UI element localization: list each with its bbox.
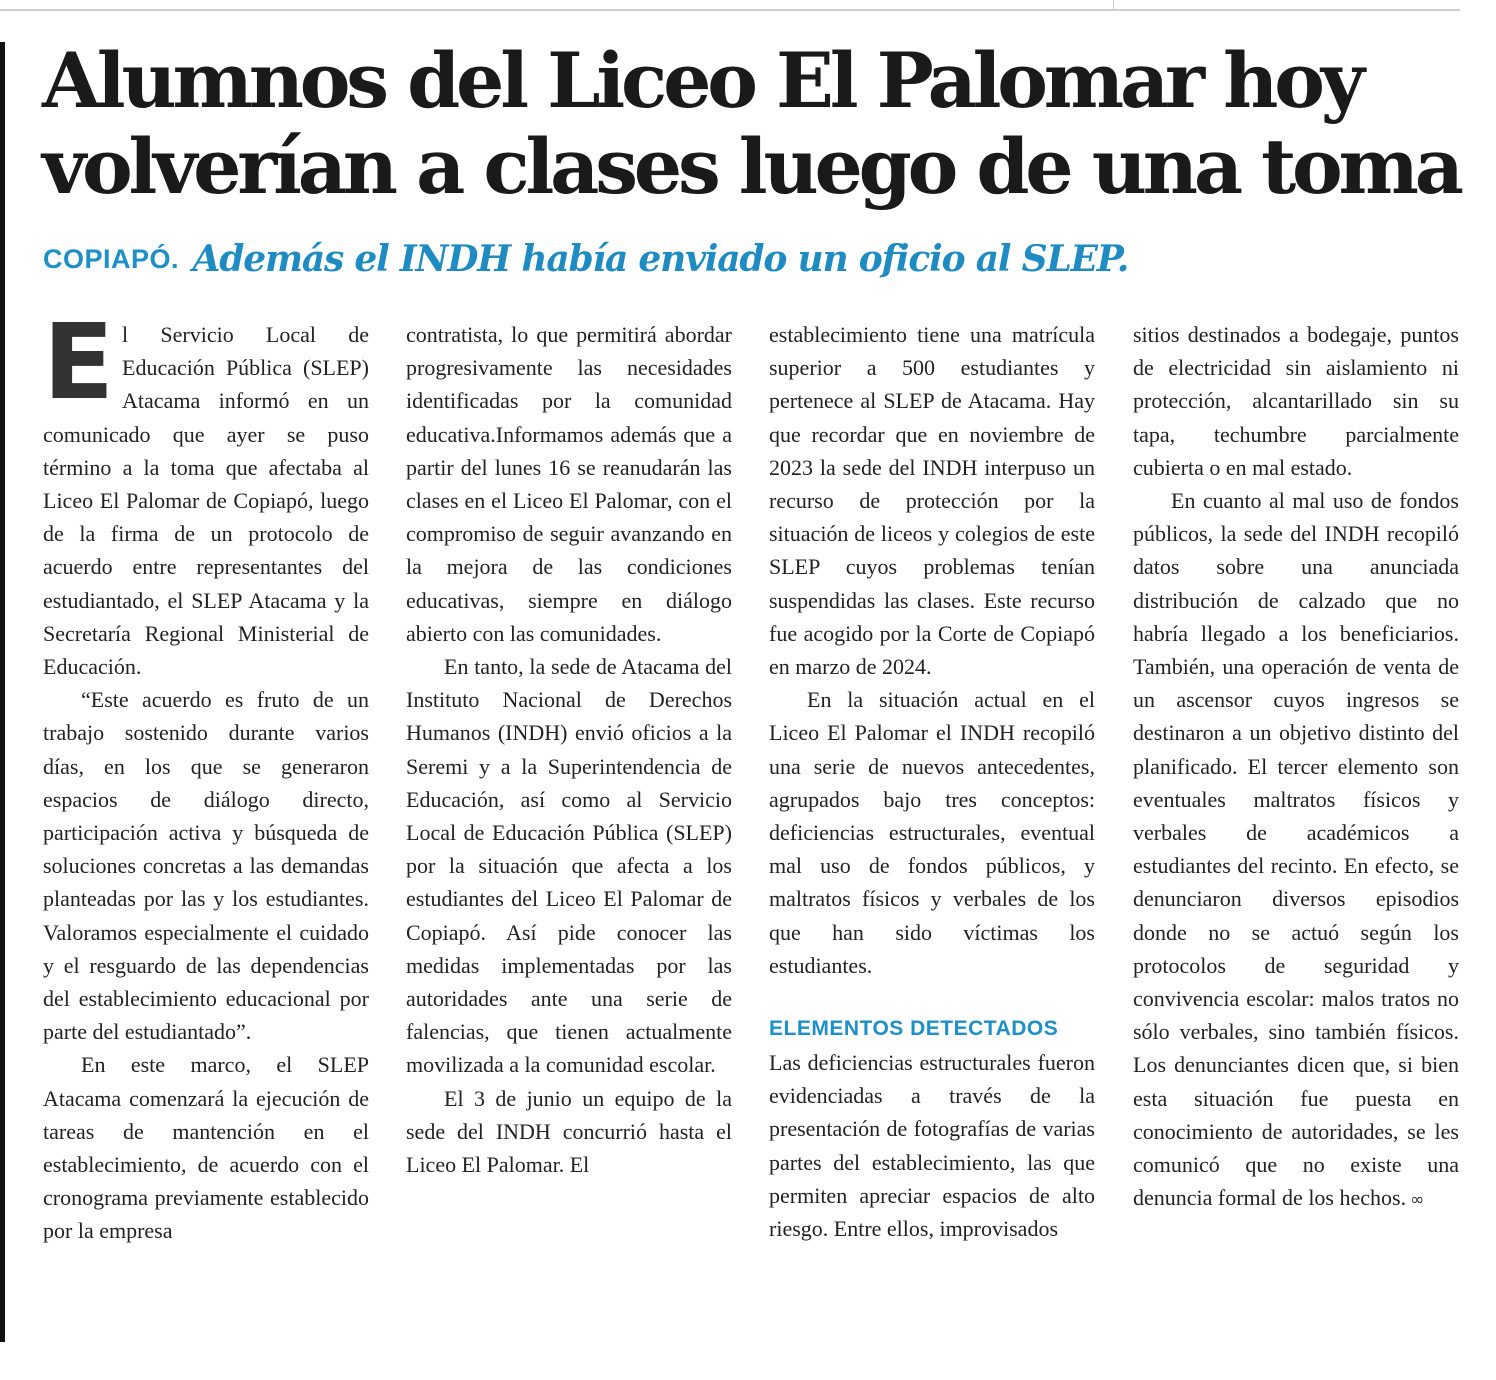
- paragraph-text: l Servicio Local de Educación Pública (SLEP) Atacama informó en un comunicado que ayer se puso término a la toma que afectaba al Liceo El Palomar de Copiapó, luego de la firma de un protocolo de acuerdo entre representantes del estudiantado, el SLEP Atacama y la Secretaría Regional Ministerial de Educación.: [43, 322, 369, 680]
- deck: Además el INDH había enviado un oficio al SLEP.: [192, 238, 1129, 280]
- paragraph: contratista, lo que permitirá abordar progresivamente las necesidades identificadas por la comunidad educativa.Informamos además que a partir del lunes 16 se reanudarán las clases en el Liceo El Palomar, con el compromiso de seguir avanzando en la mejora de las condiciones educativas, siempre en diálogo abierto con las comunidades.: [406, 322, 732, 646]
- column-2: [406, 318, 732, 1181]
- column-4: [1133, 318, 1459, 1217]
- kicker-line: [43, 238, 1128, 280]
- paragraph: establecimiento tiene una matrícula superior a 500 estudiantes y pertenece al SLEP de Atacama. Hay que recordar que en noviembre de 2023 la sede del INDH interpuso un recurso de protección por la situación de liceos y colegios de este SLEP cuyos problemas tenían suspendidas las clases. Este recurso fue acogido por la Corte de Copiapó en marzo de 2024.: [769, 322, 1095, 680]
- kicker-dot: .: [171, 244, 179, 274]
- paragraph: [43, 301, 369, 683]
- headline: Alumnos del Liceo El Palomar hoy volverían a clases luego de una toma: [42, 36, 1460, 211]
- column-1: [43, 301, 369, 1248]
- paragraph: El 3 de junio un equipo de la sede del INDH concurrió hasta el Liceo El Palomar. El: [406, 1085, 732, 1178]
- kicker: COPIAPÓ: [43, 244, 172, 274]
- paragraph: sitios destinados a bodegaje, puntos de electricidad sin aislamiento ni protección, alcantarillado sin su tapa, techumbre parcialmente cubierta o en mal estado.: [1133, 322, 1459, 480]
- paragraph: Las deficiencias estructurales fueron evidenciadas a través de la presentación de fotografías de varias partes del establecimiento, las que permiten apreciar espacios de alto riesgo. Entre ellos, improvisados: [769, 1050, 1095, 1242]
- subheading: ELEMENTOS DETECTADOS: [769, 1017, 1059, 1041]
- paragraph: En tanto, la sede de Atacama del Instituto Nacional de Derechos Humanos (INDH) envió oficios a la Seremi y a la Superintendencia de Educación, así como al Servicio Local de Educación Pública (SLEP) por la situación que afecta a los estudiantes del Liceo El Palomar de Copiapó. Así pide conocer las medidas implementadas por las autoridades ante una serie de falencias, que tienen actualmente movilizada a la comunidad escolar.: [406, 654, 732, 1078]
- paragraph: “Este acuerdo es fruto de un trabajo sostenido durante varios días, en los que se generaron espacios de diálogo directo, participación activa y búsqueda de soluciones concretas a las demandas planteadas por las y los estudiantes. Valoramos especialmente el cuidado y el resguardo de las dependencias del establecimiento educacional por parte del estudiantado”.: [43, 687, 369, 1045]
- paragraph: En la situación actual en el Liceo El Palomar el INDH recopiló una serie de nuevos antecedentes, agrupados bajo tres conceptos: deficiencias estructurales, eventual mal uso de fondos públicos, y maltratos físicos y verbales de los que han sido víctimas los estudiantes.: [769, 687, 1095, 978]
- drop-cap: E: [43, 301, 115, 423]
- paragraph-text: En cuanto al mal uso de fondos públicos, la sede del INDH recopiló datos sobre una anunciada distribución de calzado que no habría llegado a los beneficiarios. También, una operación de venta de un ascensor cuyos ingresos se destinaron a un objetivo distinto del planificado. El tercer elemento son eventuales maltratos físicos y verbales de académicos a estudiantes del recinto. En efecto, se denunciaron diversos episodios donde no se actuó según los protocolos de seguridad y convivencia escolar: malos tratos no sólo verbales, sino también físicos. Los denunciantes dicen que, si bien esta situación fue puesta en conocimiento de autoridades, se les comunicó que no existe una denuncia formal de los hechos.: [1133, 488, 1459, 1211]
- paragraph: [1133, 484, 1459, 1217]
- top-rule: [0, 9, 1460, 11]
- end-mark-icon: ∞: [1410, 1190, 1425, 1211]
- left-margin-bar: [0, 42, 5, 1342]
- top-tick: [1113, 0, 1114, 11]
- paragraph: En este marco, el SLEP Atacama comenzará la ejecución de tareas de mantención en el establecimiento, de acuerdo con el cronograma previamente establecido por la empresa: [43, 1052, 369, 1244]
- column-3: [769, 318, 1095, 1245]
